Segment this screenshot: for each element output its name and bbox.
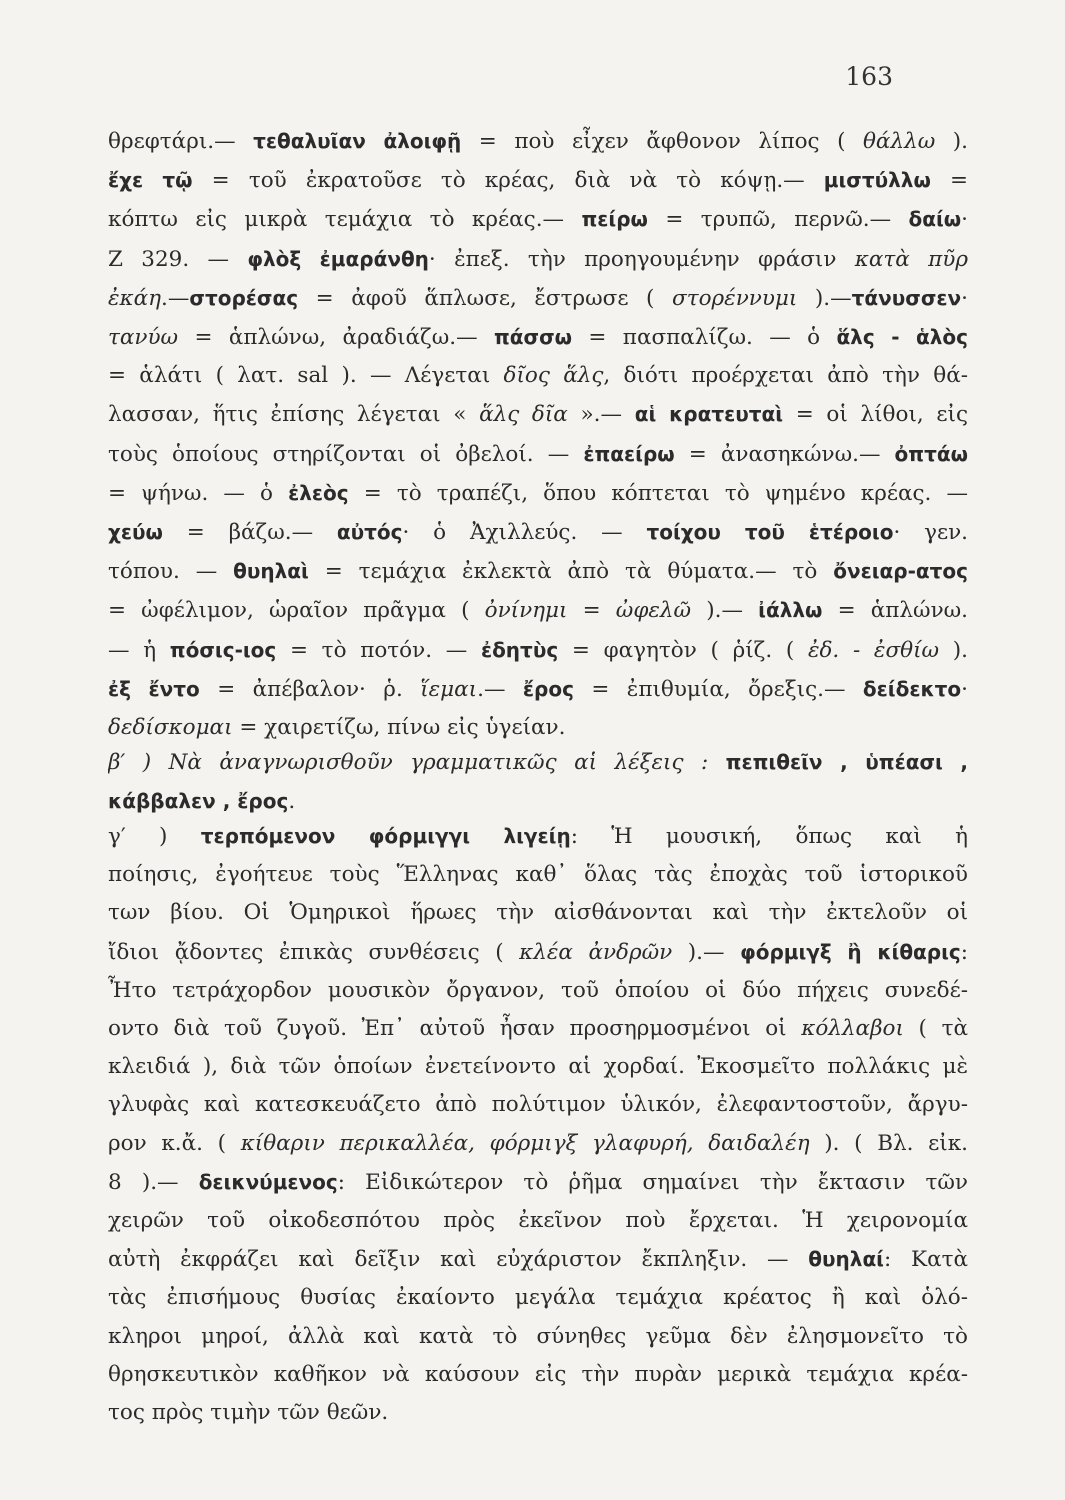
text-segment: = ἐπιθυμία, ὄρεξις.— — [573, 676, 863, 702]
text-segment: τοὺς ὁποίους στηρίζονται οἱ ὀβελοί. — — [108, 441, 584, 467]
headword: φλὸξ ἐμαράνθη — [247, 246, 429, 271]
text-line — [108, 1163, 968, 1202]
headword: ἐδητὺς — [480, 637, 559, 662]
text-segment: γλυφὰς καὶ κατεσκευάζετο ἀπὸ πολύτιμον ὑλικόν, ἐλεφαντοστοῦν, ἄργυ- — [108, 1092, 968, 1118]
text-segment: ).— — [797, 285, 852, 311]
italic-text: κόλλαβοι — [801, 1016, 904, 1042]
text-segment: = ὠφέλιμον, ὡραῖον πρᾶγμα ( — [108, 598, 485, 624]
text-segment: : Ἡ μουσική, ὅπως καὶ ἡ — [570, 824, 968, 849]
text-segment: : — [960, 939, 968, 965]
text-segment: = τρυπῶ, περνῶ.— — [647, 207, 909, 233]
text-segment: = τεμάχια ἐκλεκτὰ ἀπὸ τὰ θύματα.— τὸ — [308, 559, 834, 585]
text-segment: ).— — [672, 939, 741, 965]
italic-text: δῖος ἅλς — [503, 363, 604, 389]
text-segment: Ἦτο τετράχορδον μουσικὸν ὄργανον, τοῦ ὁποίου οἱ δύο πήχεις συνεδέ- — [108, 977, 968, 1003]
text-segment: ( τὰ — [903, 1016, 968, 1042]
text-segment: = ποὺ εἶχεν ἄφθονον λίπος ( — [461, 129, 863, 154]
exercise-beta — [108, 743, 968, 821]
text-line — [108, 1318, 968, 1356]
text-line — [108, 743, 968, 782]
text-segment: οντο διὰ τοῦ ζυγοῦ. Ἐπ᾽ αὐτοῦ ἦσαν προσηρμοσμένοι οἱ — [108, 1016, 802, 1042]
headword: δεικνύμενος — [198, 1169, 338, 1194]
italic-text: ὀνίνημι = ὠφελῶ — [484, 598, 692, 624]
text-line — [108, 591, 968, 630]
text-segment: λασσαν, ἥτις ἐπίσης λέγεται « — [108, 402, 480, 428]
text-segment: τὰς ἐπισήμους θυσίας ἐκαίοντο μεγάλα τεμάχια κρέατος ἢ καὶ ὁλό- — [108, 1285, 968, 1311]
text-line — [108, 1202, 968, 1240]
headword: θυηλαί — [808, 1247, 884, 1272]
text-segment: 8 ).— — [108, 1169, 199, 1195]
text-segment: .— — [161, 285, 190, 311]
text-segment: = — [930, 168, 968, 194]
text-line — [108, 782, 968, 821]
text-segment: — ἡ — [108, 637, 170, 663]
headword: ἐπαείρω — [583, 441, 675, 466]
text-segment: = ἁπλώνω, ἀραδιάζω.— — [178, 325, 494, 351]
text-line — [108, 817, 968, 856]
headword: τάνυσσεν — [851, 285, 962, 310]
text-segment: . — [288, 789, 296, 815]
text-line — [108, 474, 968, 513]
headword: ἐξ ἔντο — [108, 676, 200, 701]
headword: πείρω — [581, 207, 648, 232]
italic-text: κίθαριν περικαλλέα, φόρμιγξ γλαφυρή, δαιδαλέη — [240, 1130, 810, 1156]
text-line — [108, 709, 968, 747]
text-line — [108, 933, 968, 972]
italic-text: β′ ) Νὰ ἀναγνωρισθοῦν γραμματικῶς αἱ λέξεις : — [108, 750, 726, 775]
italic-text: θάλλω — [862, 129, 936, 154]
headword: πάσσω — [493, 325, 573, 350]
text-segment: = βάζω.— — [162, 520, 337, 546]
text-segment: γ′ ) — [108, 824, 201, 849]
headword: πεπιθεῖν , ὑπέασι , — [725, 750, 968, 774]
text-line — [108, 240, 968, 279]
italic-text: κλέα ἀνδρῶν — [519, 939, 673, 965]
text-segment: = τὸ τραπέζι, ὅπου κόπτεται τὸ ψημένο κρέας. — — [348, 480, 968, 506]
text-segment: = ἀνασηκώνω.— — [674, 441, 895, 467]
text-segment: = ἀφοῦ ἅπλωσε, ἔστρωσε ( — [298, 285, 673, 311]
headword: αὐτός — [336, 520, 403, 545]
headword: θυηλαὶ — [233, 559, 309, 584]
text-line — [108, 1010, 968, 1048]
headword: στορέσας — [189, 285, 299, 310]
headword: ὄνειαρ-ατος — [833, 559, 968, 584]
text-line — [108, 1125, 968, 1163]
text-segment: κόπτω εἰς μικρὰ τεμάχια τὸ κρέας.— — [108, 207, 582, 233]
italic-text: ἵεμαι — [420, 676, 478, 702]
text-line — [108, 513, 968, 552]
headword: χεύω — [108, 520, 163, 545]
headword: ἔρος — [522, 676, 574, 701]
commentary-gamma — [108, 817, 968, 1432]
text-segment: τος πρὸς τιμὴν τῶν θεῶν. — [108, 1400, 389, 1426]
text-segment: ἴδιοι ᾄδοντες ἐπικὰς συνθέσεις ( — [108, 939, 520, 965]
text-segment: = ἀπέβαλον· ῥ. — [199, 676, 421, 702]
text-segment: · — [961, 207, 968, 233]
text-segment: ). ( Βλ. εἰκ. — [809, 1130, 968, 1156]
text-segment: κληροι μηροί, ἀλλὰ καὶ κατὰ τὸ σύνηθες γεῦμα δὲν ἐλησμονεῖτο τὸ — [108, 1323, 968, 1349]
text-segment: = ἁπλώνω. — [822, 598, 968, 624]
text-segment: = φαγητὸν ( ῥίζ. ( — [558, 637, 808, 663]
text-segment: θρησκευτικὸν καθῆκον νὰ καύσουν εἰς τὴν πυρὰν μερικὰ τεμάχια κρέα- — [108, 1361, 968, 1387]
text-segment: ».— — [567, 402, 635, 428]
headword: φόρμιγξ ἢ κίθαρις — [740, 939, 961, 964]
headword: ὀπτάω — [894, 441, 968, 466]
headword: δαίω — [908, 207, 962, 232]
text-line — [108, 670, 968, 709]
text-line — [108, 1356, 968, 1394]
text-line — [108, 318, 968, 357]
italic-text: τανύω — [108, 325, 179, 351]
text-segment: ρον κ.ἄ. ( — [108, 1130, 241, 1156]
text-line — [108, 894, 968, 932]
text-line — [108, 200, 968, 239]
text-line — [108, 1279, 968, 1317]
text-segment: ).— — [691, 598, 759, 624]
text-segment: · γεν. — [893, 520, 968, 546]
text-line — [108, 1086, 968, 1124]
text-segment: = πασπαλίζω. — ὁ — [572, 325, 837, 351]
italic-text: ἐκάη — [108, 285, 162, 311]
text-segment: · ἐπεξ. τὴν προηγουμένην φράσιν — [428, 246, 855, 272]
italic-text: κατὰ πῦρ — [854, 246, 968, 272]
text-segment: : Κατὰ — [883, 1247, 968, 1273]
italic-text: στορέννυμι — [672, 285, 798, 311]
headword: ἅλς - ἁλὸς — [836, 325, 968, 350]
text-segment: · — [961, 676, 968, 702]
text-line — [108, 1240, 968, 1279]
text-segment: · — [961, 285, 968, 311]
headword: μιστύλλω — [823, 168, 931, 193]
headword: ἔχε τῷ — [108, 168, 193, 193]
text-line — [108, 631, 968, 670]
text-segment: ποίησις, ἐγοήτευε τοὺς Ἕλληνας καθ᾽ ὅλας τὰς ἐποχὰς τοῦ ἱστορικοῦ — [108, 862, 968, 888]
italic-text: ἅλς δῖα — [479, 402, 568, 428]
text-line — [108, 122, 968, 161]
headword: κάββαλεν , ἔρος — [108, 789, 289, 814]
page-number: 163 — [845, 62, 893, 91]
text-segment: των βίου. Οἱ Ὁμηρικοὶ ἥρωες τὴν αἰσθάνονται καὶ τὴν ἐκτελοῦν οἱ — [108, 900, 968, 926]
text-line — [108, 435, 968, 474]
text-segment: = χαιρετίζω, πίνω εἰς ὑγείαν. — [232, 715, 566, 741]
text-line — [108, 856, 968, 894]
text-segment: = ψήνω. — ὁ — [108, 480, 289, 506]
text-segment: = τὸ ποτόν. — — [276, 637, 481, 663]
text-line — [108, 1394, 968, 1432]
text-segment: = ἁλάτι ( λατ. sal ). — Λέγεται — [108, 363, 504, 389]
text-segment: ). — [939, 637, 968, 663]
text-segment: = οἱ λίθοι, εἰς — [783, 402, 968, 428]
text-segment: · ὁ Ἀχιλλεύς. — — [402, 520, 647, 546]
text-line — [108, 552, 968, 591]
text-line — [108, 161, 968, 200]
text-segment: θρεφτάρι.— — [108, 129, 254, 154]
text-line — [108, 395, 968, 434]
italic-text: δεδίσκομαι — [108, 715, 233, 741]
headword: τοίχου τοῦ ἑτέροιο — [646, 520, 894, 545]
text-segment: αὐτὴ ἐκφράζει καὶ δεῖξιν καὶ εὐχάριστον ἔκπληξιν. — — [108, 1247, 809, 1273]
headword: τεθαλυῖαν ἀλοιφῇ — [253, 129, 462, 153]
headword: αἱ κρατευταὶ — [634, 402, 784, 427]
text-segment: Ζ 329. — — [108, 246, 248, 272]
text-segment: χειρῶν τοῦ οἰκοδεσπότου πρὸς ἐκεῖνον ποὺ ἔρχεται. Ἡ χειρονομία — [108, 1208, 968, 1234]
text-line — [108, 1048, 968, 1086]
headword: πόσις-ιος — [169, 637, 277, 662]
italic-text: ἐδ. - ἐσθίω — [807, 637, 940, 663]
text-segment: : Εἰδικώτερον τὸ ῥῆμα σημαίνει τὴν ἔκτασιν τῶν — [337, 1169, 968, 1195]
headword: δείδεκτο — [862, 676, 962, 701]
text-line — [108, 279, 968, 318]
headword: τερπόμενον φόρμιγγι λιγείῃ — [200, 824, 571, 848]
headword: ἐλεὸς — [288, 480, 349, 505]
text-line — [108, 357, 968, 395]
text-segment: , διότι προέρχεται ἀπὸ τὴν θά- — [603, 363, 968, 389]
headword: ἰάλλω — [758, 598, 823, 623]
text-segment: = τοῦ ἐκρατοῦσε τὸ κρέας, διὰ νὰ τὸ κόψῃ.— — [192, 168, 824, 194]
text-segment: κλειδιά ), διὰ τῶν ὁποίων ἐνετείνοντο αἱ χορδαί. Ἐκοσμεῖτο πολλάκις μὲ — [108, 1054, 968, 1080]
text-line — [108, 972, 968, 1010]
text-segment: ). — [935, 129, 968, 154]
text-segment: .— — [477, 676, 523, 702]
text-segment: τόπου. — — [108, 559, 234, 585]
commentary-glossary — [108, 122, 968, 747]
